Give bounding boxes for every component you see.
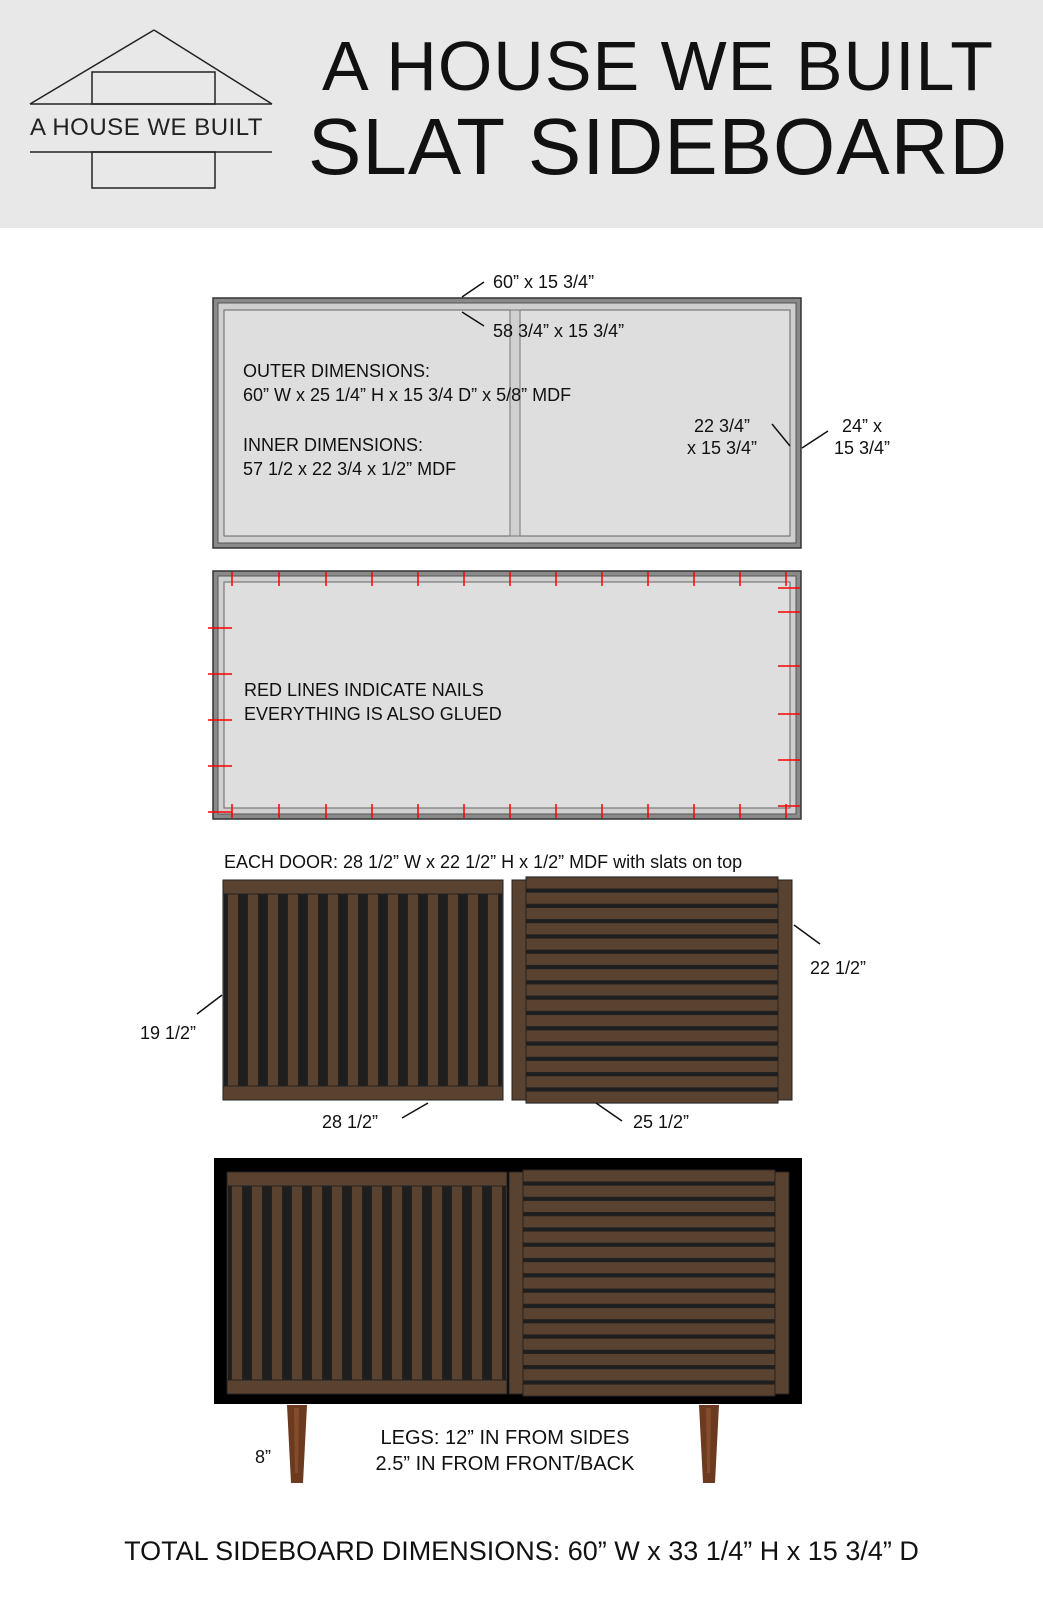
door-slat: [228, 894, 239, 1086]
door-slat: [292, 1186, 303, 1380]
door-slat: [408, 894, 419, 1086]
inner-dimensions-heading: INNER DIMENSIONS:: [243, 435, 424, 455]
door-slat: [288, 894, 299, 1086]
door-rail: [227, 1380, 507, 1394]
inner-dimensions-value: 57 1/2 x 22 3/4 x 1/2” MDF: [243, 459, 457, 479]
door-slat: [526, 1030, 778, 1042]
door-slat: [248, 894, 259, 1086]
outer-dimensions-value: 60” W x 25 1/4” H x 15 3/4 D” x 5/8” MDF: [243, 385, 572, 405]
page-title-line2: SLAT SIDEBOARD: [308, 102, 1009, 191]
left-door-vertical-slats: [223, 880, 503, 1100]
left-door-width: 28 1/2”: [322, 1112, 379, 1132]
door-rail: [227, 1172, 507, 1186]
door-backing: [228, 1186, 506, 1380]
assembled-left-door: [227, 1172, 507, 1394]
door-slat: [452, 1186, 463, 1380]
door-backing: [224, 894, 502, 1086]
door-slat: [526, 1015, 778, 1027]
door-slat: [348, 894, 359, 1086]
door-slat: [412, 1186, 423, 1380]
door-slat: [432, 1186, 443, 1380]
door-slat: [468, 894, 479, 1086]
header-banner: [0, 0, 1043, 228]
door-rail: [223, 880, 503, 894]
door-slat: [526, 1045, 778, 1057]
door-slat: [526, 1091, 778, 1103]
right-door-width: 25 1/2”: [633, 1112, 690, 1132]
door-slat: [523, 1369, 775, 1381]
door-slat: [523, 1308, 775, 1320]
door-slat: [523, 1185, 775, 1197]
door-slat: [328, 894, 339, 1086]
door-slat: [526, 908, 778, 920]
door-slat: [523, 1262, 775, 1274]
door-slat: [523, 1246, 775, 1258]
nails-note-line1: RED LINES INDICATE NAILS: [244, 680, 484, 700]
door-slat: [526, 923, 778, 935]
leg-height: 8”: [255, 1447, 272, 1467]
door-slat: [523, 1384, 775, 1396]
door-slat: [332, 1186, 343, 1380]
door-slat: [523, 1231, 775, 1243]
doors-drawing: [197, 877, 820, 1121]
door-slat: [523, 1354, 775, 1366]
total-dimensions-footer: TOTAL SIDEBOARD DIMENSIONS: 60” W x 33 1/4” H x 15 3/4” D: [124, 1536, 919, 1566]
door-rail: [223, 1086, 503, 1100]
door-slat: [372, 1186, 383, 1380]
assembled-right-door: [509, 1170, 789, 1396]
door-slat: [523, 1323, 775, 1335]
door-slat: [252, 1186, 263, 1380]
logo-text: A HOUSE WE BUILT: [30, 114, 263, 141]
door-slat: [388, 894, 399, 1086]
door-stile: [512, 880, 526, 1100]
door-slat: [526, 984, 778, 996]
legs-note-line2: 2.5” IN FROM FRONT/BACK: [375, 1453, 635, 1475]
door-slat: [488, 894, 499, 1086]
nails-note-line2: EVERYTHING IS ALSO GLUED: [244, 704, 502, 724]
outer-dimensions-heading: OUTER DIMENSIONS:: [243, 361, 431, 381]
inner-side-dimension: 22 3/4” x 15 3/4”: [686, 416, 758, 458]
door-slat: [523, 1338, 775, 1350]
top-outer-dimension: 60” x 15 3/4”: [493, 272, 595, 292]
door-slat: [523, 1216, 775, 1228]
door-slat: [308, 894, 319, 1086]
top-inner-dimension: 58 3/4” x 15 3/4”: [493, 321, 625, 341]
door-slat: [392, 1186, 403, 1380]
door-slat: [232, 1186, 243, 1380]
door-slat: [272, 1186, 283, 1380]
door-slat: [526, 1076, 778, 1088]
door-slat: [526, 877, 778, 889]
door-stile: [775, 1172, 789, 1394]
page-title-line1: A HOUSE WE BUILT: [322, 27, 995, 105]
door-slat: [526, 953, 778, 965]
door-slat: [428, 894, 439, 1086]
door-slat: [368, 894, 379, 1086]
door-slat: [523, 1170, 775, 1182]
door-slat: [448, 894, 459, 1086]
door-slat: [312, 1186, 323, 1380]
outer-side-dimension: 24” x 15 3/4”: [833, 416, 891, 458]
door-slat: [526, 938, 778, 950]
door-slat: [523, 1292, 775, 1304]
door-slat: [526, 1061, 778, 1073]
door-slat: [526, 969, 778, 981]
door-slat: [523, 1201, 775, 1213]
door-slat: [268, 894, 279, 1086]
door-slat: [472, 1186, 483, 1380]
door-slat: [352, 1186, 363, 1380]
legs-note-line1: LEGS: 12” IN FROM SIDES: [380, 1427, 630, 1449]
door-stile: [778, 880, 792, 1100]
door-caption: EACH DOOR: 28 1/2” W x 22 1/2” H x 1/2” MDF with slats on top: [224, 852, 743, 872]
right-door-horizontal-slats: [512, 877, 792, 1103]
door-slat: [492, 1186, 503, 1380]
right-door-height: 22 1/2”: [810, 958, 867, 978]
door-slat: [523, 1277, 775, 1289]
door-slat: [526, 999, 778, 1011]
door-slat: [526, 892, 778, 904]
left-door-height: 19 1/2”: [140, 1023, 197, 1043]
door-stile: [509, 1172, 523, 1394]
